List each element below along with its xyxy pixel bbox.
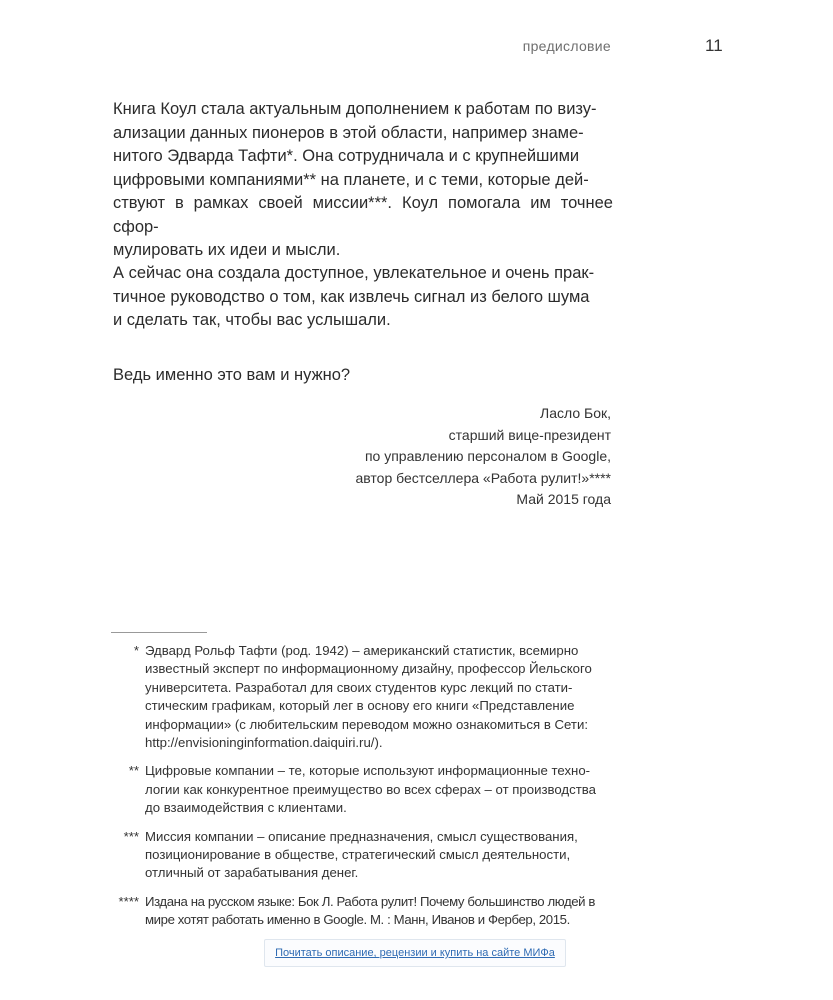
footnote-line: логии как конкурентное преимущество во всех сферах – от производства xyxy=(145,781,596,797)
signature-title: старший вице-президент xyxy=(448,426,611,443)
footnote-mark: **** xyxy=(118,893,139,909)
footnote-line: Цифровые компании – те, которые используют информационные техно- xyxy=(145,763,591,779)
footnote-text xyxy=(145,642,614,752)
footnote-line: http://envisioninginformation.daiquiri.ru/). xyxy=(145,735,383,751)
paragraph-2 xyxy=(113,262,613,333)
signature-book: автор бестселлера «Работа рулит!»**** xyxy=(355,469,611,486)
footnote-2 xyxy=(111,762,614,817)
text-line: ализации данных пионеров в этой области, например знаме- xyxy=(113,123,584,142)
text-line: цифровыми компаниями** на планете, и с теми, которые дей- xyxy=(113,170,589,189)
footnote-mark: ** xyxy=(128,763,139,779)
footnote-1 xyxy=(111,642,614,752)
footnote-text xyxy=(145,762,614,817)
text-line: и сделать так, чтобы вас услышали. xyxy=(113,311,391,329)
page-number: 11 xyxy=(705,36,723,55)
paragraph-3 xyxy=(113,364,613,388)
footnote-mark: *** xyxy=(123,828,139,844)
text-line: тичное руководство о том, как извлечь сигнал из белого шума xyxy=(113,287,590,306)
footnote-divider xyxy=(111,632,207,633)
footnote-line: стическим графикам, который лег в основу его книги «Представление xyxy=(145,698,575,714)
footnote-line: известный эксперт по информационному дизайну, профессор Йельского xyxy=(145,661,592,677)
footnote-text xyxy=(145,893,614,930)
footnote-line: до взаимодействия с клиентами. xyxy=(145,800,347,816)
text-line: Книга Коул стала актуальным дополнением к работам по визу- xyxy=(113,100,597,118)
footnote-line: Эдвард Рольф Тафти (род. 1942) – американский статистик, всемирно xyxy=(145,643,579,658)
footnote-line: отличный от зарабатывания денег. xyxy=(145,865,359,881)
footnote-3 xyxy=(111,828,614,883)
signature-block xyxy=(355,403,611,511)
signature-department: по управлению персоналом в Google, xyxy=(364,448,611,464)
signature-author: Ласло Бок, xyxy=(540,405,611,421)
footnote-line: мире хотят работать именно в Google. М. : Манн, Иванов и Фербер, 2015. xyxy=(145,912,570,928)
footnote-line: Миссия компании – описание предназначения, смысл существования, xyxy=(145,828,578,844)
footnote-line: университета. Разработал для своих студентов курс лекций по стати- xyxy=(145,679,573,695)
text-line: Ведь именно это вам и нужно? xyxy=(113,366,351,384)
footnote-line: Издана на русском языке: Бок Л. Работа рулит! Почему большинство людей в xyxy=(145,893,596,909)
footnote-line: информации» (с любительским переводом можно ознакомиться в Сети: xyxy=(145,716,588,732)
paragraph-1 xyxy=(113,98,613,263)
footnote-line: позиционирование в обществе, стратегический смысл деятельности, xyxy=(145,847,571,863)
text-line: мулировать их идеи и мысли. xyxy=(113,241,341,259)
signature-date: Май 2015 года xyxy=(516,491,611,507)
page-header-section: предисловие xyxy=(522,38,611,54)
footnote-4 xyxy=(111,893,614,930)
footnote-mark: * xyxy=(133,643,139,658)
text-line: нитого Эдварда Тафти*. Она сотрудничала и с крупнейшими xyxy=(113,147,580,165)
footnotes xyxy=(111,642,614,940)
text-line: А сейчас она создала доступное, увлекательное и очень прак- xyxy=(113,264,595,282)
buy-book-link[interactable]: Почитать описание, рецензии и купить на сайте МИФа xyxy=(264,939,566,967)
text-line: ствуют в рамках своей миссии***. Коул помогала им точнее сфор- xyxy=(113,194,613,236)
footnote-text xyxy=(145,828,614,883)
